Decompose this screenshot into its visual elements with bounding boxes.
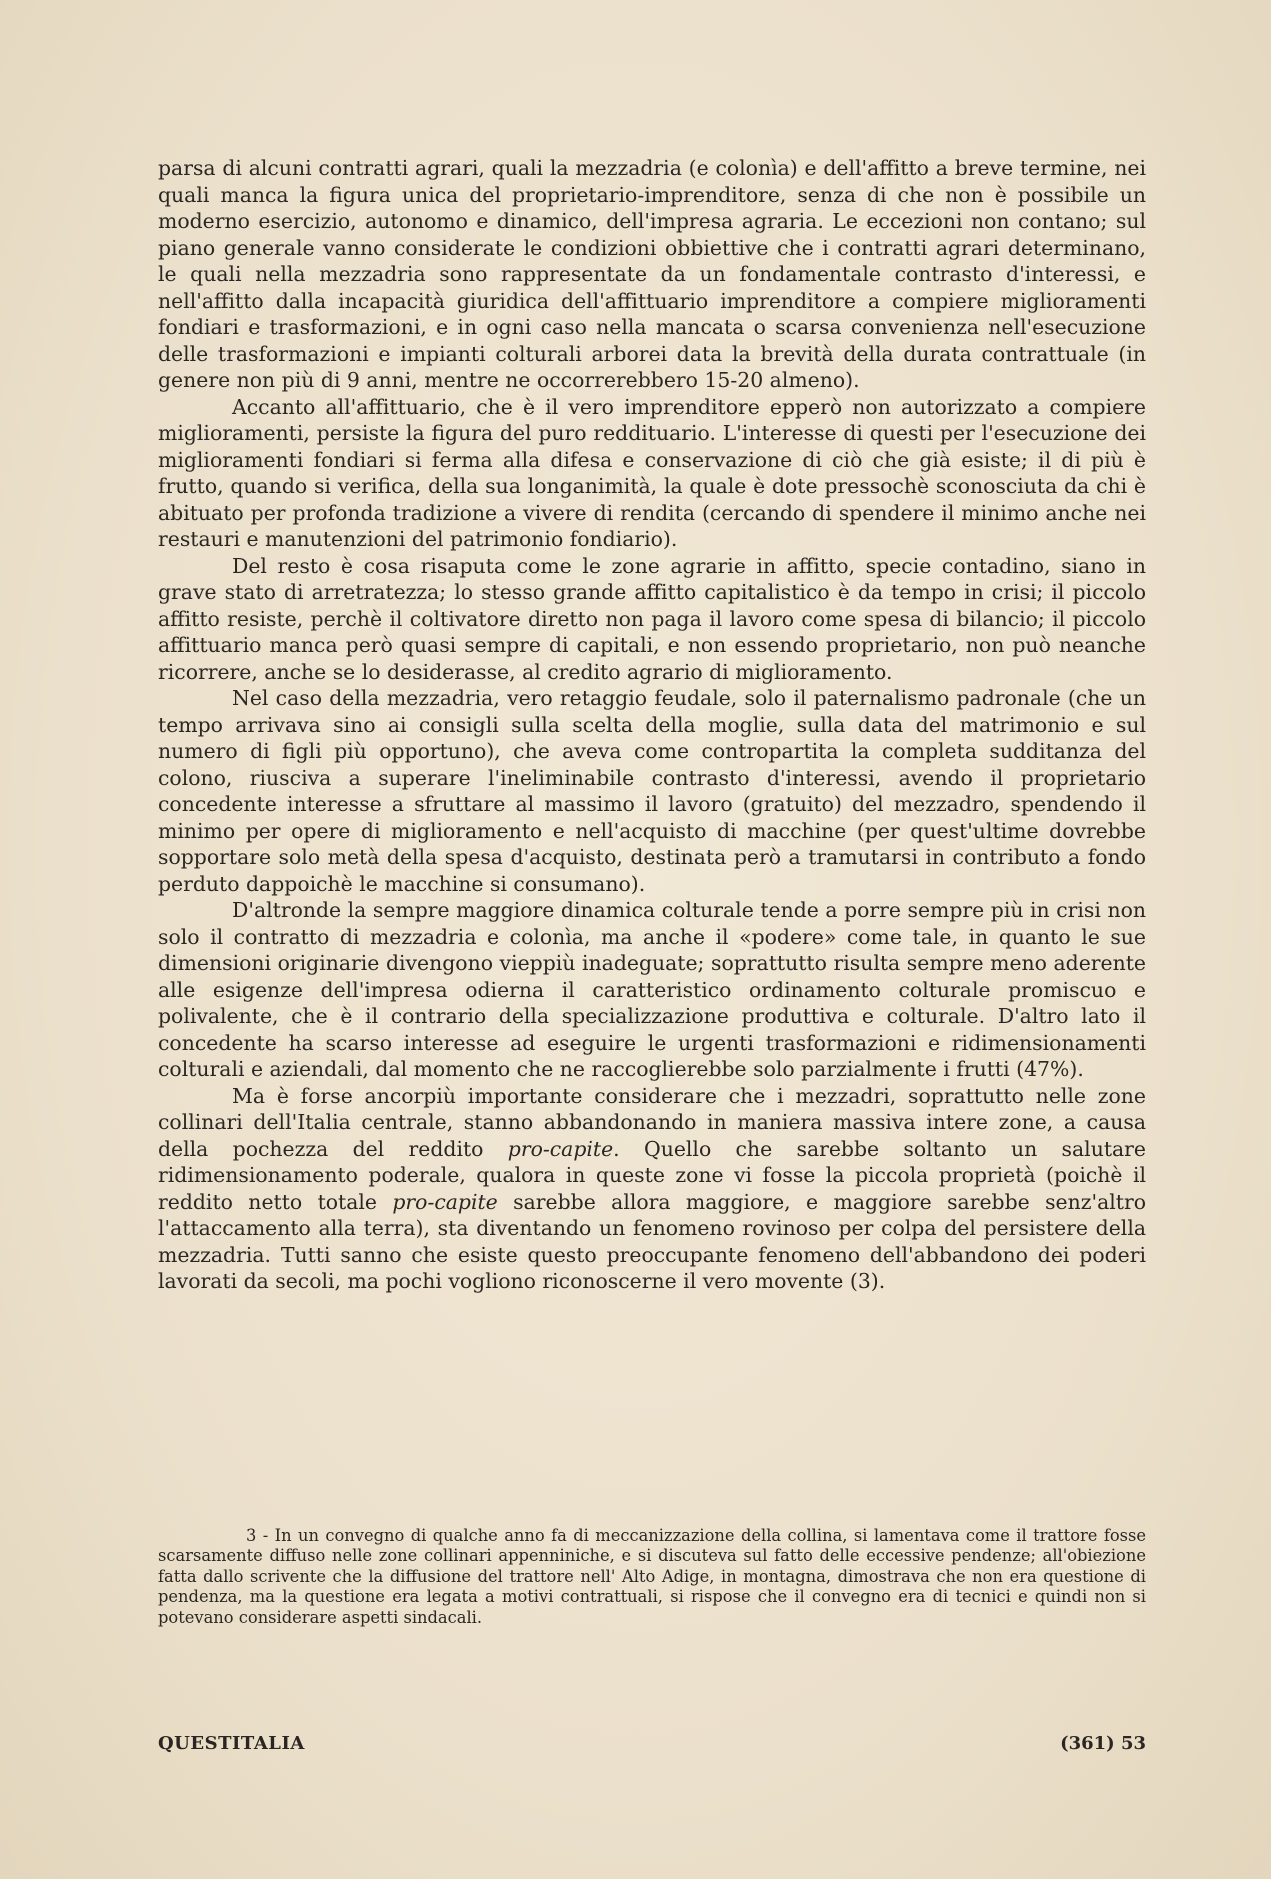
paragraph-3 <box>158 553 1146 686</box>
paragraph-1 <box>158 155 1146 394</box>
paragraph-6-text-b: . Quello che sarebbe soltanto un salutare ridimensionamento poderale, qualora in queste zone vi fosse la piccola proprietà (poichè il reddito netto totale <box>158 1136 1146 1214</box>
paragraph-6 <box>158 1083 1146 1295</box>
page-number: (361) 53 <box>1060 1733 1146 1754</box>
footnote <box>158 1526 1146 1628</box>
paragraph-6-text-c: sarebbe allora maggiore, e maggiore sarebbe senz'altro l'attaccamento alla terra), sta diventando un fenomeno rovinoso per colpa del persistere della mezzadria. Tutti sanno che esiste questo preoccupante fenomeno dell'abbandono dei poderi lavorati da secoli, ma pochi vogliono riconoscerne il vero movente (3). <box>158 1189 1146 1293</box>
paragraph-3-text: Del resto è cosa risaputa come le zone agrarie in affitto, specie contadino, siano in grave stato di arretratezza; lo stesso grande affitto capitalistico è da tempo in crisi; il piccolo affitto resiste, perchè il coltivatore diretto non paga il lavoro come spesa di bilancio; il piccolo affittuario manca però quasi sempre di capitali, e non essendo proprietario, non può neanche ricorrere, anche se lo desiderasse, al credito agrario di miglioramento. <box>158 553 1146 684</box>
italic-pro-capite-1: pro-capite <box>507 1136 614 1161</box>
journal-name: QUESTITALIA <box>158 1733 305 1754</box>
italic-pro-capite-2: pro-capite <box>392 1189 498 1214</box>
article-body <box>158 155 1146 1295</box>
paragraph-6-text-a: Ma è forse ancorpiù importante considerare che i mezzadri, soprattutto nelle zone collinari dell'Italia centrale, stanno abbandonando in maniera massiva intere zone, a causa della pochezza del reddito <box>158 1083 1146 1161</box>
footnote-text: 3 - In un convegno di qualche anno fa di meccanizzazione della collina, si lamentava come il trattore fosse scarsamente diffuso nelle zone collinari appenniniche, e si discuteva sul fatto delle eccessive pendenze; all'obiezione fatta dallo scrivente che la diffusione del trattore nell' Alto Adige, in montagna, dimostrava che non era questione di pendenza, ma la questione era legata a motivi contrattuali, si rispose che il convegno era di tecnici e quindi non si potevano considerare aspetti sindacali. <box>158 1526 1146 1627</box>
paragraph-2 <box>158 394 1146 553</box>
paragraph-5 <box>158 897 1146 1083</box>
paragraph-2-text: Accanto all'affittuario, che è il vero imprenditore epperò non autorizzato a compiere miglioramenti, persiste la figura del puro reddituario. L'interesse di questi per l'esecuzione dei miglioramenti fondiari si ferma alla difesa e conservazione di ciò che già esiste; il di più è frutto, quando si verifica, della sua longanimità, la quale è dote pressochè sconosciuta da chi è abituato per profonda tradizione a vivere di rendita (cercando di spendere il minimo anche nei restauri e manutenzioni del patrimonio fondiario). <box>158 394 1146 551</box>
paragraph-4-text: Nel caso della mezzadria, vero retaggio feudale, solo il paternalismo padronale (che un tempo arrivava sino ai consigli sulla scelta della moglie, sulla data del matrimonio e sul numero di figli più opportuno), che aveva come contropartita la completa sudditanza del colono, riusciva a superare l'ineliminabile contrasto d'interessi, avendo il proprietario concedente interesse a sfruttare al massimo il lavoro (gratuito) del mezzadro, spendendo il minimo per opere di miglioramento e nell'acquisto di macchine (per quest'ultime dovrebbe sopportare solo metà della spesa d'acquisto, destinata però a tramutarsi in contributo a fondo perduto dappoichè le macchine si consumano). <box>158 686 1146 896</box>
page-footer <box>158 1733 1146 1759</box>
paragraph-4 <box>158 685 1146 897</box>
paragraph-5-text: D'altronde la sempre maggiore dinamica colturale tende a porre sempre più in crisi non solo il contratto di mezzadria e colonìa, ma anche il «podere» come tale, in quanto le sue dimensioni originarie divengono vieppiù inadeguate; soprattutto risulta sempre meno aderente alle esigenze dell'impresa odierna il caratteristico ordinamento colturale promiscuo e polivalente, che è il contrario della specializzazione produttiva e colturale. D'altro lato il concedente ha scarso interesse ad eseguire le urgenti trasformazioni e ridimensionamenti colturali e aziendali, dal momento che ne raccoglierebbe solo parzialmente i frutti (47%). <box>158 898 1146 1081</box>
paragraph-1-text: parsa di alcuni contratti agrari, quali la mezzadria (e colonìa) e dell'affitto a breve termine, nei quali manca la figura unica del proprietario-imprenditore, senza di che non è possibile un moderno esercizio, autonomo e dinamico, dell'impresa agraria. Le eccezioni non contano; sul piano generale vanno considerate le condizioni obbiettive che i contratti agrari determinano, le quali nella mezzadria sono rappresentate da un fondamentale contrasto d'interessi, e nell'affitto dalla incapacità giuridica dell'affittuario imprenditore a compiere miglioramenti fondiari e trasformazioni, e in ogni caso nella mancata o scarsa convenienza nell'esecuzione delle trasformazioni e impianti colturali arborei data la brevità della durata contrattuale (in genere non più di 9 anni, mentre ne occorrerebbero 15-20 almeno). <box>158 156 1146 392</box>
